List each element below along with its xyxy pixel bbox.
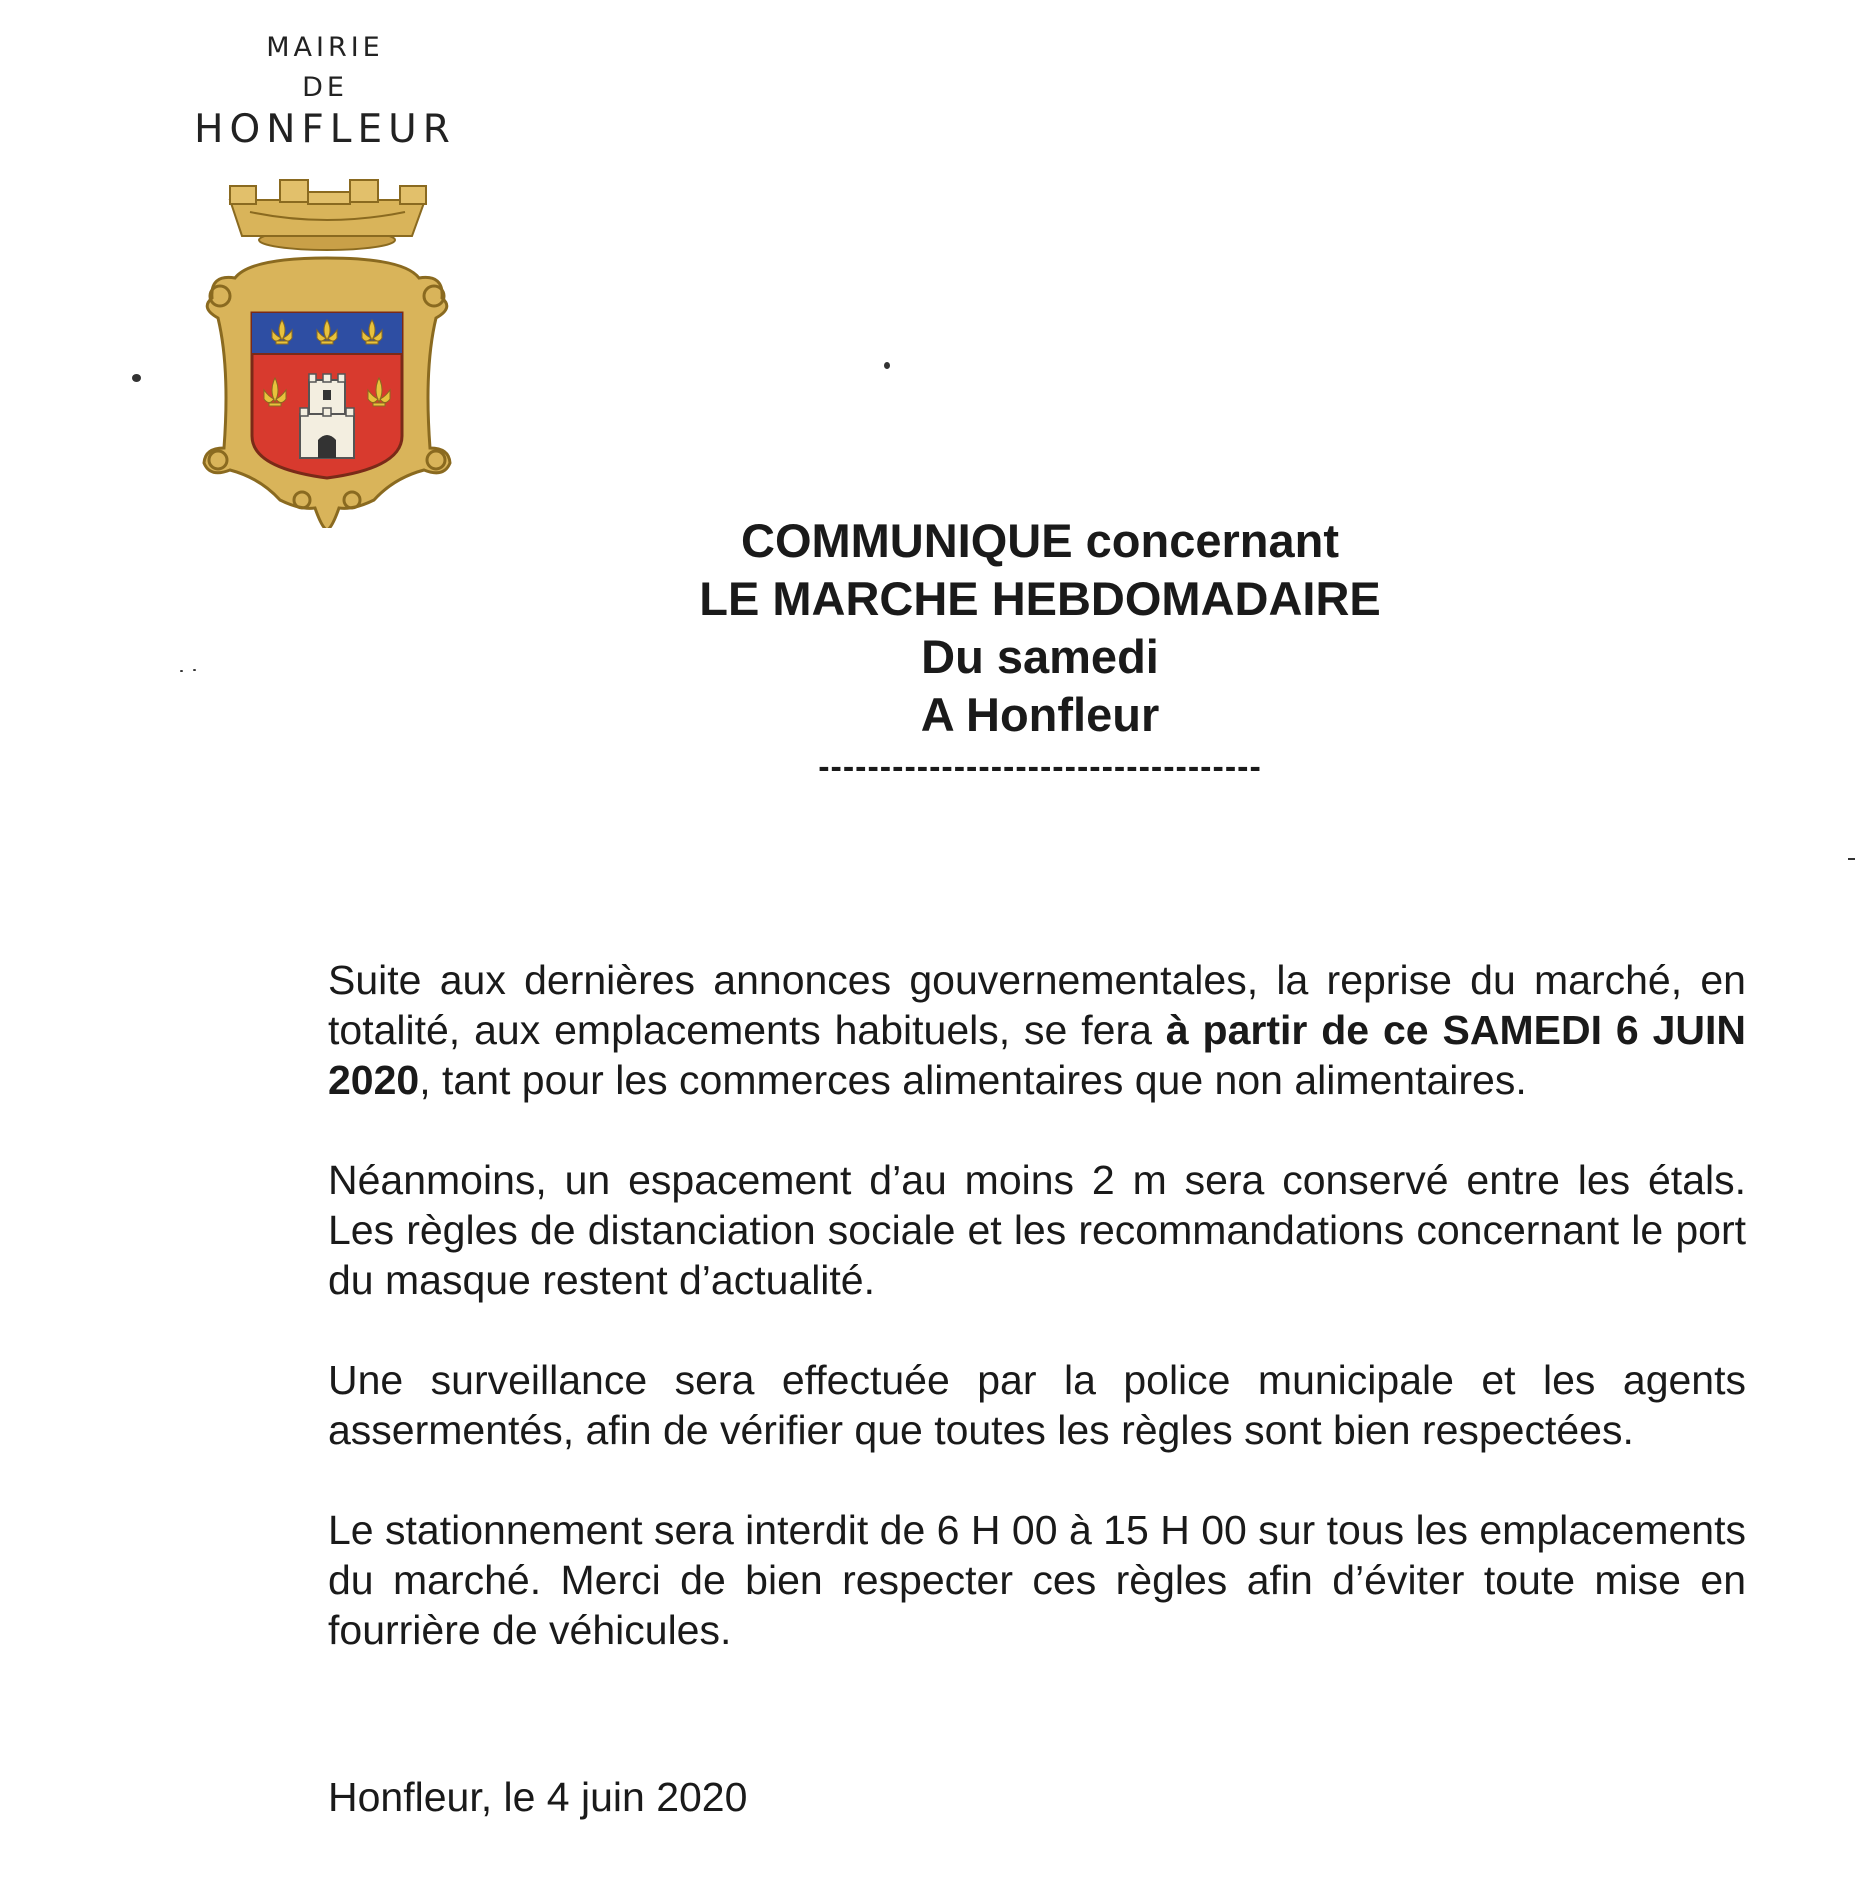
scan-speck: [1848, 858, 1855, 860]
paragraph-espacement: Néanmoins, un espacement d’au moins 2 m sera conservé entre les étals. Les règles de distanciation sociale et les recommandations concernant le port du masque restent d’actualité.: [328, 1157, 1746, 1303]
title-line-3: Du samedi: [921, 630, 1159, 683]
letterhead: [140, 28, 510, 152]
title-dashed-rule: ------------------------------------: [818, 748, 1262, 786]
communique-title: [560, 512, 1520, 744]
scan-speck: [193, 669, 196, 671]
honfleur-coat-of-arms-icon: [190, 178, 465, 528]
letterhead-mairie: MAIRIE: [266, 32, 384, 63]
title-line-2: LE MARCHE HEBDOMADAIRE: [699, 572, 1381, 625]
mural-crown-icon: [230, 180, 426, 250]
paragraph-reprise: [328, 955, 1746, 1105]
tower-icon: [300, 374, 354, 458]
title-line-1: COMMUNIQUE concernant: [741, 514, 1339, 567]
paragraph-reprise-start: Suite aux dernières annonces gouvernementales, la reprise du marché, en totalité, aux emplacements habituels, se fera: [328, 957, 1746, 1053]
letterhead-honfleur: HONFLEUR: [194, 107, 456, 152]
scan-speck: [180, 670, 183, 672]
scan-speck: [132, 374, 141, 382]
paragraph-reprise-date: à partir de ce SAMEDI 6 JUIN 2020: [328, 1007, 1746, 1103]
signoff-date: Honfleur, le 4 juin 2020: [328, 1774, 748, 1820]
communique-body: [328, 955, 1746, 1705]
paragraph-surveillance: Une surveillance sera effectuée par la police municipale et les agents assermentés, afin de vérifier que toutes les règles sont bien respectées.: [328, 1357, 1746, 1453]
paragraph-reprise-end: , tant pour les commerces alimentaires que non alimentaires.: [419, 1057, 1527, 1103]
title-line-4: A Honfleur: [920, 688, 1160, 741]
scan-speck: [884, 362, 890, 369]
letterhead-de: DE: [302, 72, 348, 103]
paragraph-stationnement: Le stationnement sera interdit de 6 H 00 à 15 H 00 sur tous les emplacements du marché. Merci de bien respecter ces règles afin d’éviter toute mise en fourrière de véhicules.: [328, 1507, 1746, 1653]
